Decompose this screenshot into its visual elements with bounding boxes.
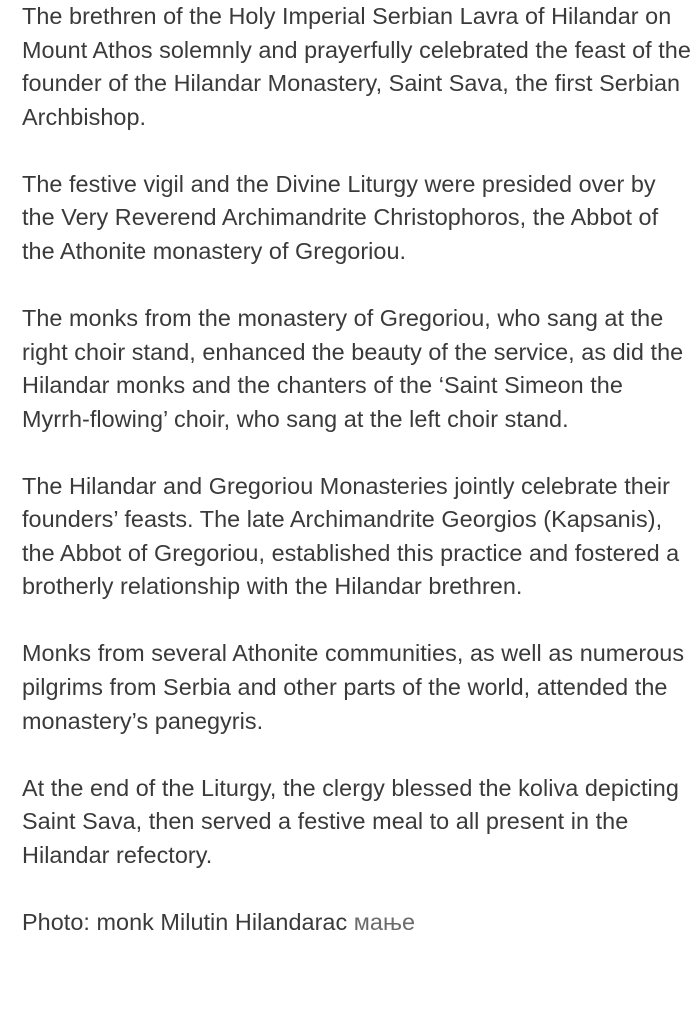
photo-credit: Photo: monk Milutin Hilandarac xyxy=(22,908,348,935)
post-paragraph: The brethren of the Holy Imperial Serbian Lavra of Hilandar on Mount Athos solemnly and prayerfully celebrated the feast of the founder of the Hilandar Monastery, Saint Sava, the first Serbian Archbishop. xyxy=(22,3,691,130)
post-paragraph: Monks from several Athonite communities, as well as numerous pilgrims from Serbia and other parts of the world, attended the monastery’s panegyris. xyxy=(22,640,685,734)
post-paragraph: The festive vigil and the Divine Liturgy were presided over by the Very Reverend Archimandrite Christophoros, the Abbot of the Athonite monastery of Gregoriou. xyxy=(22,170,659,264)
post-paragraph: The Hilandar and Gregoriou Monasteries jointly celebrate their founders’ feasts. The late Archimandrite Georgios (Kapsanis), the Abbot of Gregoriou, established this practice and fostered a brotherly relationship with the Hilandar brethren. xyxy=(22,472,680,600)
see-less-link[interactable]: мање xyxy=(353,908,416,935)
post-paragraph: The monks from the monastery of Gregoriou, who sang at the right choir stand, enhanced the beauty of the service, as did the Hilandar monks and the chanters of the ‘Saint Simeon the Myrrh-flowing’ choir, who sang at the left choir stand. xyxy=(22,304,684,432)
photo-credit-line xyxy=(22,906,694,940)
post-body xyxy=(22,0,694,939)
post-paragraph: At the end of the Liturgy, the clergy blessed the koliva depicting Saint Sava, then served a festive meal to all present in the Hilandar refectory. xyxy=(22,774,679,868)
